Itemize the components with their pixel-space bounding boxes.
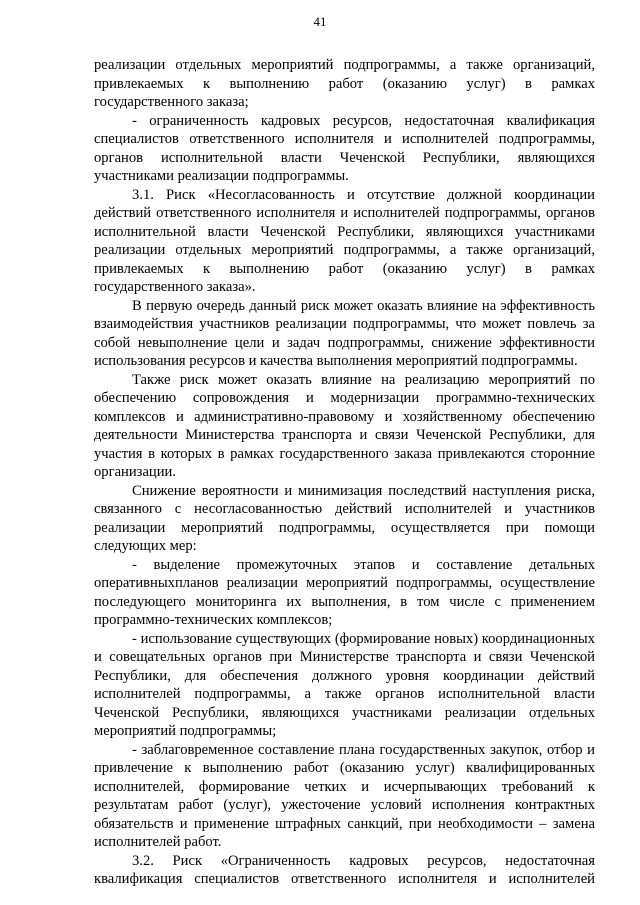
paragraph-risk-3-2-heading: 3.2. Риск «Ограниченность кадровых ресурсов, недостаточная квалификация специалистов ответственного исполнителя и исполнителей [94, 852, 595, 887]
paragraph-measure-stages: - выделение промежуточных этапов и составление детальных оперативныхпланов реализации мероприятий подпрограммы, осуществление последующего мониторинга их выполнения, в том числе с применением программно-технических комплексов; [94, 556, 595, 628]
paragraph-mitigation-intro: Снижение вероятности и минимизация последствий наступления риска, связанного с несогласованностью действий исполнителей и участников реализации мероприятий подпрограммы, осуществляется при помощи следующих мер: [94, 482, 595, 554]
paragraph-measure-coordination: - использование существующих (формирование новых) координационных и совещательных органов при Министерстве транспорта и связи Чеченской Республики, для обеспечения должного уровня координации действий исполнителей подпрограммы, а также органов исполнительной власти Чеченской Республики, являющихся участниками реализации отдельных мероприятий подпрограммы; [94, 630, 595, 739]
paragraph-risk-3-1-heading: 3.1. Риск «Несогласованность и отсутствие должной координации действий ответственного исполнителя и исполнителей подпрограммы, органов исполнительной власти Чеченской Республики, являющихся участниками реализации отдельных мероприятий подпрограммы, а также организаций, привлекаемых к выполнению работ (оказанию услуг) в рамках государственного заказа». [94, 186, 595, 295]
paragraph-continuation: реализации отдельных мероприятий подпрограммы, а также организаций, привлекаемых к выполнению работ (оказанию услуг) в рамках государственного заказа; [94, 57, 595, 110]
page-number: 41 [313, 14, 327, 29]
body-text [94, 56, 595, 889]
paragraph-risk-impact-also: Также риск может оказать влияние на реализацию мероприятий по обеспечению сопровождения и модернизации программно-технических комплексов и административно-правовому и хозяйственному обеспечению деятельности Министерства транспорта и связи Чеченской Республики, для участия в которых в рамках государственного заказа привлекаются сторонние организации. [94, 371, 595, 480]
paragraph-risk-impact: В первую очередь данный риск может оказать влияние на эффективность взаимодействия участников реализации подпрограммы, что может повлечь за собой невыполнение цели и задач подпрограммы, снижение эффективности использования ресурсов и качества выполнения мероприятий подпрограммы. [94, 297, 595, 369]
paragraph-measure-procurement: - заблаговременное составление плана государственных закупок, отбор и привлечение к выполнению работ (оказанию услуг) квалифицированных исполнителей, формирование четких и исчерпывающих требований к результатам работ (услуг), ужесточение условий исполнения контрактных обязательств и применение штрафных санкций, при необходимости – замена исполнителей работ. [94, 741, 595, 850]
paragraph-list-item-staff-limits: - ограниченность кадровых ресурсов, недостаточная квалификация специалистов ответственного исполнителя и исполнителей подпрограммы, органов исполнительной власти Чеченской Республики, являющихся участниками реализации подпрограммы. [94, 112, 595, 184]
